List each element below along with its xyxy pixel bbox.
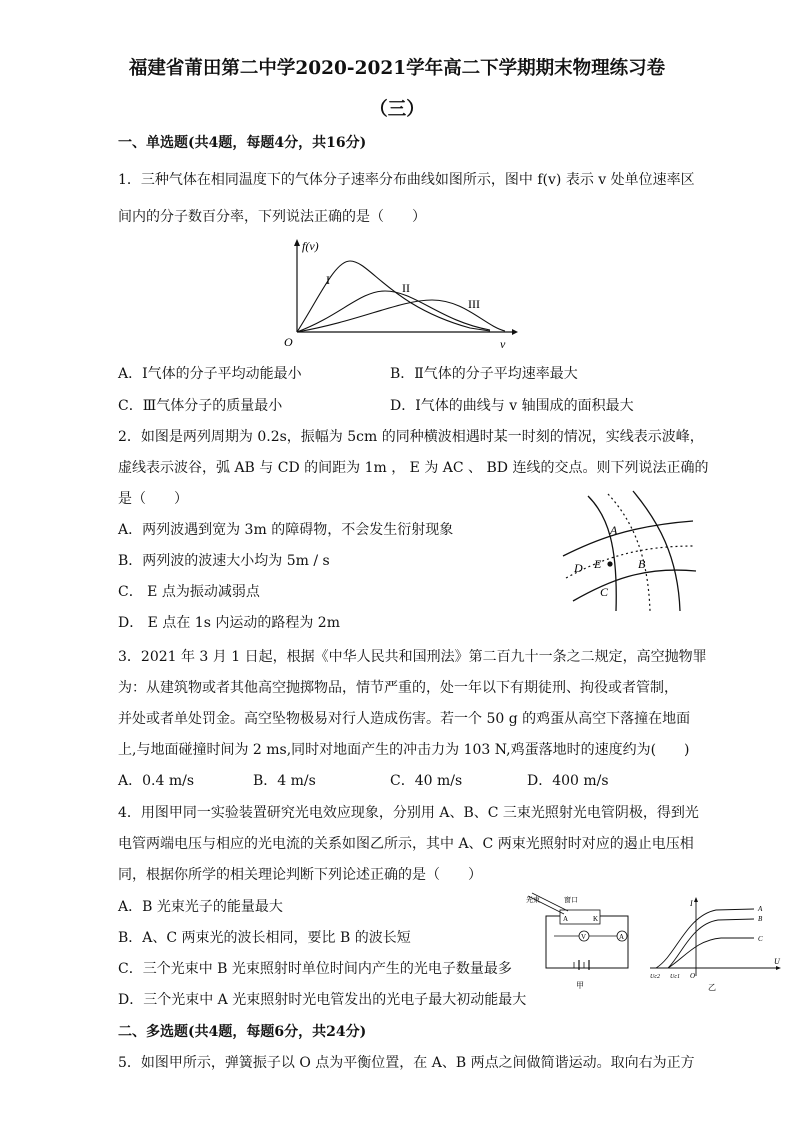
q3-stem-line3: 并处或者单处罚金。高空坠物极易对行人造成伤害。若一个 50 g 的鸡蛋从高空下落撞在地面 xyxy=(118,711,691,727)
section-heading-multiple-choice: 二、多选题(共4题，每题6分，共24分) xyxy=(118,1024,367,1040)
q1-option-c: C．Ⅲ气体分子的质量最小 xyxy=(118,398,283,414)
q1-xlabel: v xyxy=(500,337,506,351)
q4-iu-graph xyxy=(646,896,786,994)
q4-option-a: A．B 光束光子的能量最大 xyxy=(118,899,283,915)
q1-option-b: B．Ⅱ气体的分子平均速率最大 xyxy=(390,366,578,382)
q1-stem-line2: 间内的分子数百分率，下列说法正确的是（ ） xyxy=(118,209,426,225)
q1-option-d: D．Ⅰ气体的曲线与 v 轴围成的面积最大 xyxy=(390,398,634,414)
q4-tube-a: A xyxy=(563,915,569,923)
q2-stem-line2: 虚线表示波谷，弧 AB 与 CD 的间距为 1m ， E 为 AC 、 BD 连线的交点。则下列说法正确的 xyxy=(118,460,709,476)
q4-option-b: B．A、C 两束光的波长相同，要比 B 的波长短 xyxy=(118,930,411,946)
q1-origin: O xyxy=(284,335,293,349)
q3-option-b: B．4 m/s xyxy=(253,773,316,789)
q1-distribution-figure xyxy=(280,236,520,352)
q2-label-d: D xyxy=(574,561,583,575)
q3-stem-line2: 为：从建筑物或者其他高空抛掷物品，情节严重的，处一年以下有期徒刑、拘役或者管制， xyxy=(118,680,678,696)
q4-graph-o: O xyxy=(690,972,696,980)
q3-option-a: A．0.4 m/s xyxy=(118,773,195,789)
q1-option-a: A．Ⅰ气体的分子平均动能最小 xyxy=(118,366,302,382)
q2-stem-line1: 2．如图是两列周期为 0.2s，振幅为 5cm 的同种横波相遇时某一时刻的情况，实线表示波峰， xyxy=(118,429,704,445)
q4-circuit-figure xyxy=(524,890,642,992)
q3-option-d: D．400 m/s xyxy=(527,773,609,789)
q4-label-jia: 甲 xyxy=(576,981,584,990)
q2-label-a: A xyxy=(610,523,618,537)
q2-option-a: A．两列波遇到宽为 3m 的障碍物，不会发生衍射现象 xyxy=(118,522,454,538)
q4-graph-b: B xyxy=(758,915,763,923)
q4-ammeter: A xyxy=(619,933,625,941)
q1-curve-label-2: II xyxy=(402,281,410,295)
q4-label-yi: 乙 xyxy=(708,983,716,992)
q2-label-b: B xyxy=(638,557,646,571)
q4-stem-line1: 4．用图甲同一实验装置研究光电效应现象，分别用 A、B、C 三束光照射光电管阴极，得到光 xyxy=(118,805,699,821)
q4-stem-line2: 电管两端电压与相应的光电流的关系如图乙所示，其中 A、C 两束光照射时对应的遏止电压相 xyxy=(118,836,694,852)
q2-stem-line3: 是（ ） xyxy=(118,491,188,507)
q1-curve-label-3: III xyxy=(468,297,480,311)
q2-option-b: B．两列波的波速大小均为 5m / s xyxy=(118,553,330,569)
q2-label-c: C xyxy=(600,585,609,599)
section-heading-single-choice: 一、单选题(共4题，每题4分，共16分) xyxy=(118,135,367,151)
q4-label-light: 光束 xyxy=(526,896,540,904)
q4-graph-uc1: Uc1 xyxy=(670,974,680,980)
q4-label-window: 窗口 xyxy=(564,896,578,904)
page-title: 福建省莆田第二中学2020-2021学年高二下学期期末物理练习卷 xyxy=(128,58,666,79)
q4-graph-c: C xyxy=(758,935,763,943)
q4-graph-i: I xyxy=(690,899,693,908)
q5-stem-line1: 5．如图甲所示，弹簧振子以 O 点为平衡位置，在 A、B 两点之间做简谐运动。取向右为正方 xyxy=(118,1055,695,1071)
q4-tube-k: K xyxy=(593,915,599,923)
q2-wave-figure xyxy=(548,486,698,614)
q3-option-c: C．40 m/s xyxy=(390,773,463,789)
q3-stem-line4: 上,与地面碰撞时间为 2 ms,同时对地面产生的冲击力为 103 N,鸡蛋落地时的速度约为( ) xyxy=(118,742,690,758)
q1-stem-line1: 1．三种气体在相同温度下的气体分子速率分布曲线如图所示，图中 f(v) 表示 v 处单位速率区 xyxy=(118,172,695,188)
q4-graph-u: U xyxy=(774,957,780,966)
q1-ylabel: f(v) xyxy=(302,239,319,253)
q4-option-d: D．三个光束中 A 光束照射时光电管发出的光电子最大初动能最大 xyxy=(118,992,527,1008)
page-title-line2: （三） xyxy=(369,99,425,120)
q4-voltmeter: V xyxy=(581,933,587,941)
q4-option-c: C．三个光束中 B 光束照射时单位时间内产生的光电子数量最多 xyxy=(118,961,512,977)
q4-graph-a: A xyxy=(758,905,763,913)
q2-option-d: D． E 点在 1s 内运动的路程为 2m xyxy=(118,615,340,631)
q4-stem-line3: 同，根据你所学的相关理论判断下列论述正确的是（ ） xyxy=(118,867,482,883)
q3-stem-line1: 3．2021 年 3 月 1 日起，根据《中华人民共和国刑法》第二百九十一条之二规定，高空抛物罪 xyxy=(118,649,707,665)
q1-curve-label-1: I xyxy=(326,273,330,287)
q4-graph-uc2: Uc2 xyxy=(650,974,660,980)
q2-label-e: E xyxy=(594,557,602,571)
q2-option-c: C． E 点为振动减弱点 xyxy=(118,584,260,600)
